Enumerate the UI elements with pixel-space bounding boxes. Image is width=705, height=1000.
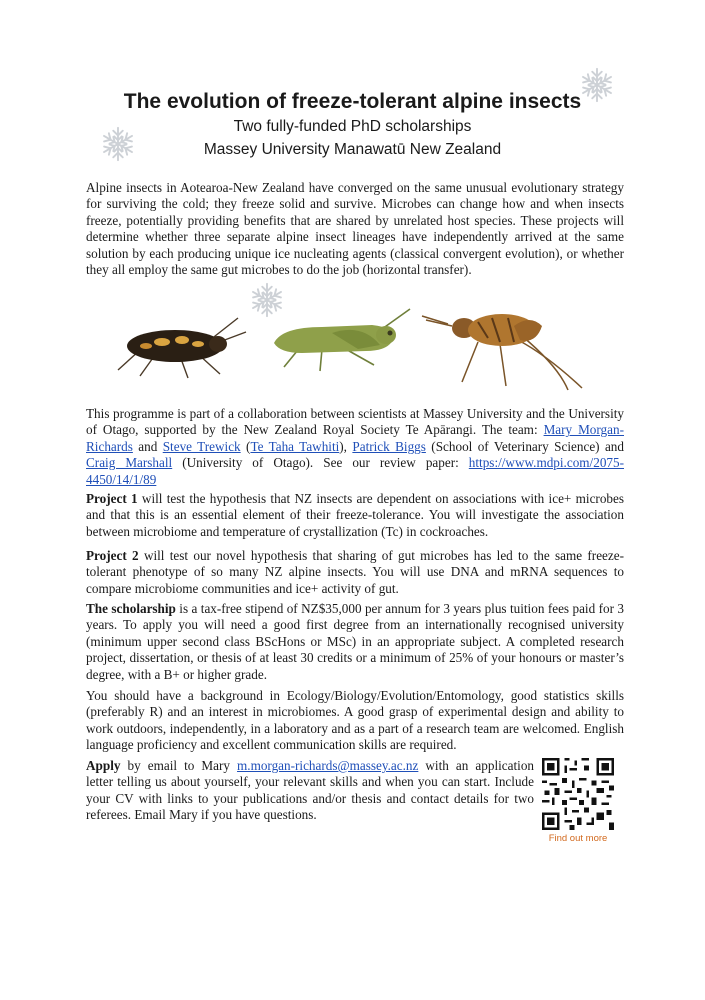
cockroach-image [110, 310, 250, 380]
project1-paragraph: Project 1 will test the hypothesis that NZ insects are dependent on associations with ice+ microbes and that this is an essential element of their freeze-tolerance. You will investigate the association between microbiome and temperature of crystallization (Tc) in cockroaches. [86, 491, 624, 539]
link-craig-marshall[interactable]: Craig Marshall [86, 455, 173, 471]
subtitle-university: Massey University Manawatū New Zealand [203, 141, 502, 158]
qr-code-icon[interactable] [542, 758, 614, 830]
project1-label: Project 1 [86, 491, 138, 506]
grasshopper-image [262, 305, 412, 375]
apply-label: Apply [86, 758, 121, 773]
link-review-paper[interactable]: https://www.mdpi.com/2075-4450/14/1/89 [86, 455, 624, 487]
project2-label: Project 2 [86, 548, 139, 563]
link-steve-trewick[interactable]: Steve Trewick [162, 438, 241, 454]
subtitle-scholarships: Two fully-funded PhD scholarships [233, 118, 472, 135]
link-te-taha-tawhiti[interactable]: Te Taha Tawhiti [250, 438, 340, 454]
weta-image [418, 296, 588, 392]
link-patrick-biggs[interactable]: Patrick Biggs [352, 438, 426, 454]
scholarship-paragraph: The scholarship is a tax-free stipend of NZ$35,000 per annum for 3 years plus tuition fees paid for 3 years. To apply you will need a good first degree from an internationally recognised university (minimum upper second class BScHons or MSc) in an appropriate subject. A completed research project, dissertation, or thesis of at least 30 credits or a minimum of 25% of your honours or master’s degree, with a B+ or higher grade. [86, 601, 624, 682]
intro-paragraph: Alpine insects in Aotearoa-New Zealand have converged on the same unusual evolutionary strategy for surviving the cold; they freeze solid and survive. Microbes can change how and when insects freeze, potentially providing benefits that are shared by unrelated host species. These projects will determine whether three separate alpine insect lineages have independently arrived at the same solution by each producing unique ice nucleating agents (classical convergent evolution), or whether they all employ the same gut microbes to do the job (horizontal transfer). [86, 180, 624, 278]
email-link[interactable]: m.morgan-richards@massey.ac.nz [237, 758, 419, 773]
project2-paragraph: Project 2 will test our novel hypothesis that sharing of gut microbes has led to the same freeze-tolerant phenotype of so many NZ alpine insects. You will use DNA and mRNA sequences to compare microbiome communities and ice+ activity of gut. [86, 548, 624, 596]
link-mary-morgan-richards[interactable]: Mary Morgan-Richards [86, 422, 624, 454]
background-paragraph: You should have a background in Ecology/Biology/Evolution/Entomology, good statistics skills (preferably R) and an interest in microbiomes. A good grasp of experimental design and ability to work outdoors, independently, in a laboratory and as a part of a research team are welcomed. English language proficiency and excellent communication skills are required. [86, 688, 624, 753]
scholarship-label: The scholarship [86, 601, 176, 616]
collaboration-paragraph: This programme is part of a collaboration between scientists at Massey University and the University of Otago, supported by the New Zealand Royal Society Te Apārangi. The team: Mary Morgan-Richards and Steve Trewick (Te Taha Tawhiti), Patrick Biggs (School of Veterinary Science) and Craig Marshall (University of Otago). See our review paper: https://www.mdpi.com/2075-4450/14/1/89 [86, 406, 624, 487]
page-title: The evolution of freeze-tolerant alpine insects [123, 90, 582, 113]
apply-paragraph: Apply by email to Mary m.morgan-richards@massey.ac.nz with an application letter telling us about yourself, your relevant skills and when you can start. Include your CV with links to your publications and/or thesis and contact details for two referees. Email Mary if you have questions. [86, 758, 535, 823]
qr-caption: Find out more [548, 833, 608, 844]
